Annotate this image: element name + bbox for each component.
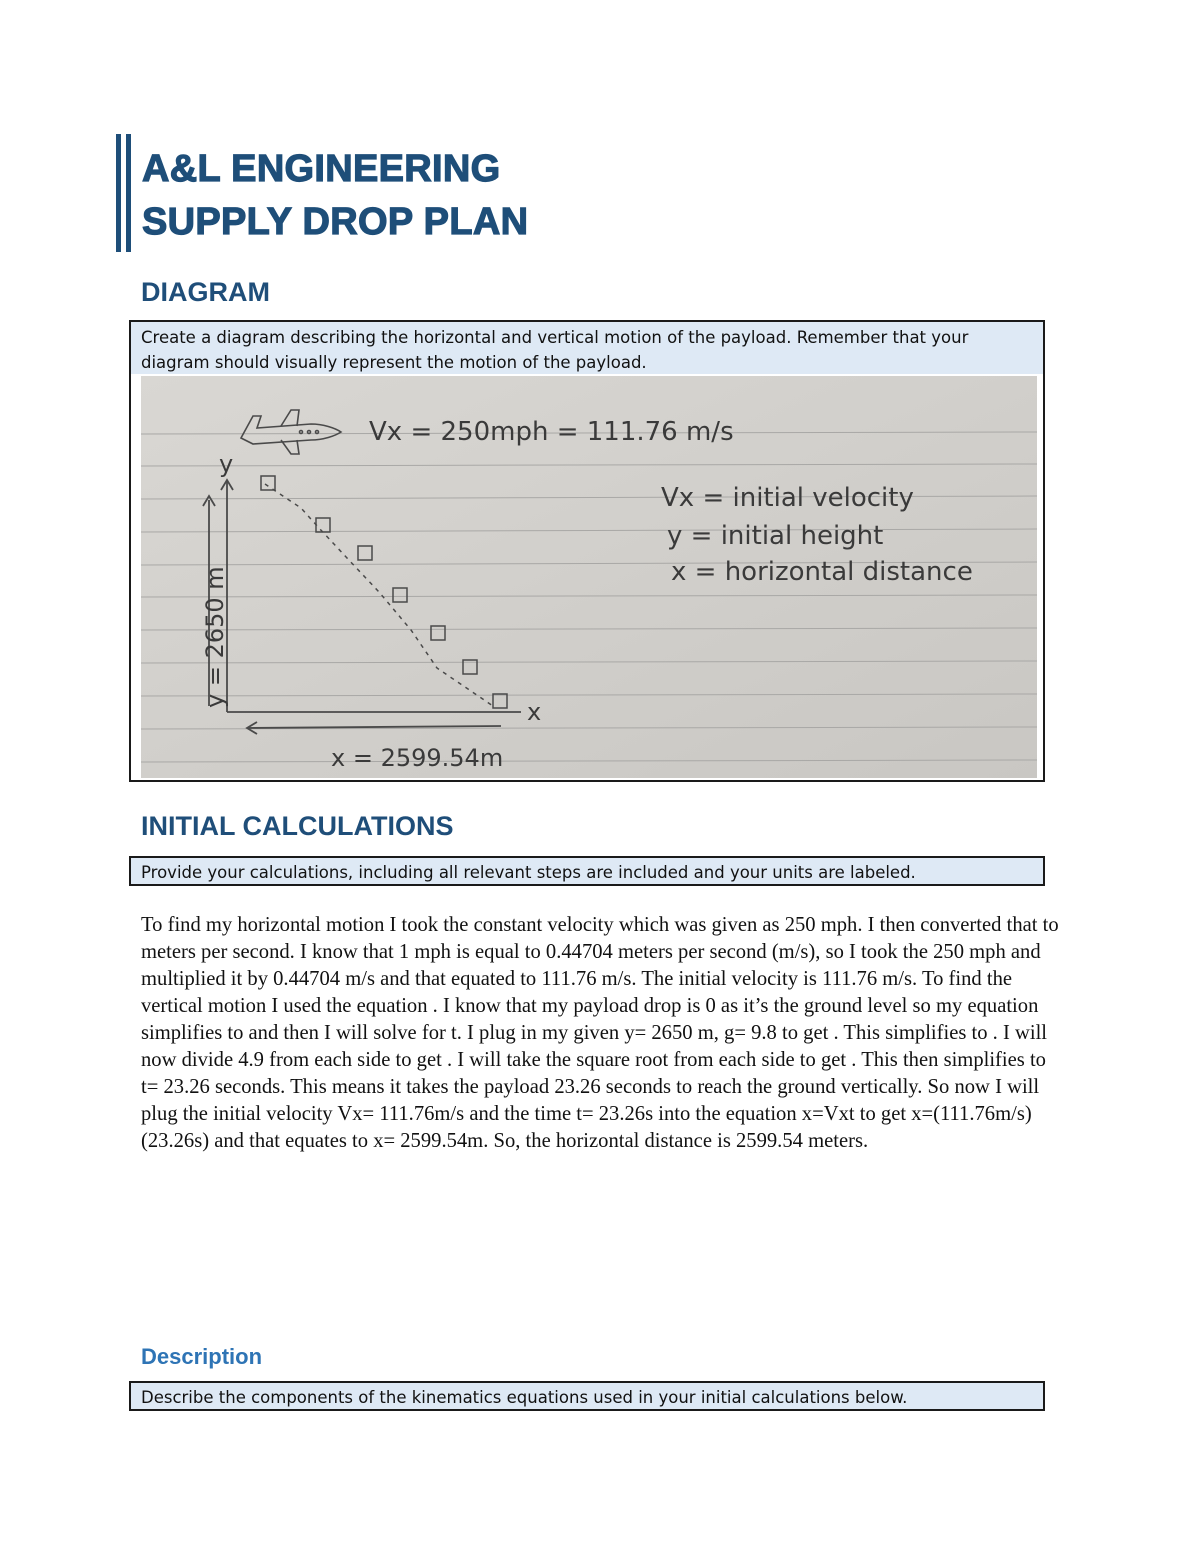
section-heading-description: Description	[141, 1344, 263, 1369]
title-accent-bar	[116, 134, 121, 252]
legend-x: x = horizontal distance	[671, 557, 973, 587]
document-subtitle: SUPPLY DROP PLAN	[142, 201, 529, 243]
y-axis-letter: y	[219, 450, 234, 478]
section-heading-calculations: INITIAL CALCULATIONS	[141, 811, 454, 841]
document-title: A&L ENGINEERING	[142, 148, 501, 190]
section-heading-diagram: DIAGRAM	[141, 277, 270, 307]
calculations-prompt-box: Provide your calculations, including all relevant steps are included and your units are labeled.	[129, 856, 1045, 886]
hand-drawn-diagram	[141, 376, 1037, 778]
description-prompt-box: Describe the components of the kinematics equations used in your initial calculations below.	[129, 1381, 1045, 1411]
x-axis-letter: x	[527, 698, 542, 726]
legend-y: y = initial height	[667, 521, 884, 551]
legend-vx: Vx = initial velocity	[661, 483, 914, 513]
x-distance-label: x = 2599.54m	[331, 744, 504, 772]
y-height-label: y = 2650 m	[201, 566, 229, 708]
calculations-body-text: To find my horizontal motion I took the constant velocity which was given as 250 mph. I then converted that to meters per second. I know that 1 mph is equal to 0.44704 meters per second (m/s), so I took the 250 mph and multiplied it by 0.44704 m/s and that equated to 111.76 m/s. The initial velocity is 111.76 m/s. To find the vertical motion I used the equation . I know that my payload drop is 0 as it’s the ground level so my equation simplifies to and then I will solve for t. I plug in my given y= 2650 m, g= 9.8 to get . This simplifies to . I will now divide 4.9 from each side to get . I will take the square root from each side to get . This then simplifies to t= 23.26 seconds. This means it takes the payload 23.26 seconds to reach the ground vertically. So now I will plug the initial velocity Vx= 111.76m/s and the time t= 23.26s into the equation x=Vxt to get x=(111.76m/s)(23.26s) and that equates to x= 2599.54m. So, the horizontal distance is 2599.54 meters.	[141, 914, 1059, 1152]
diagram-prompt-box: Create a diagram describing the horizontal and vertical motion of the payload. Remember that your diagram should visually represent the motion of the payload.	[129, 320, 1045, 376]
title-block	[116, 134, 716, 252]
diagram-frame	[129, 374, 1045, 782]
title-accent-bar	[126, 134, 131, 252]
vx-equation: Vx = 250mph = 111.76 m/s	[369, 417, 734, 447]
